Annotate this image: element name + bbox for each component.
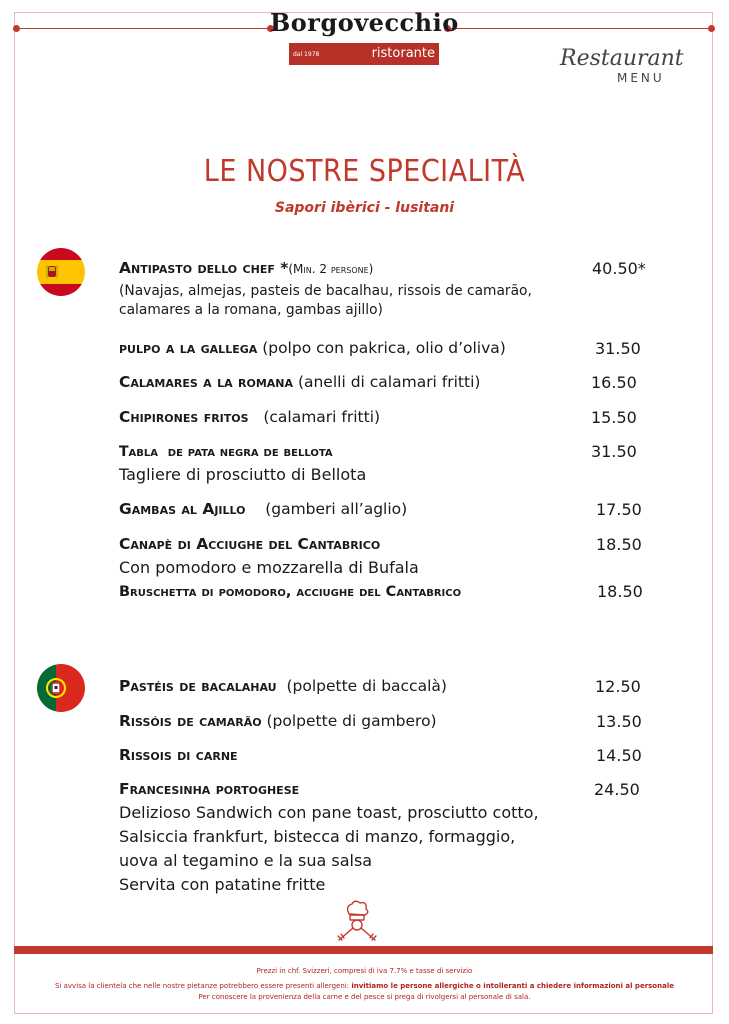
rule-dot bbox=[13, 25, 20, 32]
footer-origin-note: Per conoscere la provenienza della carne e del pesce si prega di rivolgersi al personale di sala. bbox=[198, 993, 531, 1001]
item-price: 31.50 bbox=[591, 442, 637, 461]
item-detail: (anelli di calamari fritti) bbox=[293, 373, 481, 391]
item-name: Canapè di Acciughe del Cantabrico bbox=[119, 535, 381, 553]
item-name: Rissóis de camarão bbox=[119, 712, 262, 730]
chef-hat-icon bbox=[335, 898, 379, 948]
menu-item-antipasto bbox=[119, 259, 373, 277]
item-detail: (calamari fritti) bbox=[248, 408, 381, 426]
item-name: pulpo a la gallega bbox=[119, 339, 258, 357]
item-note: (Min. 2 persone) bbox=[288, 262, 374, 276]
item-name: Calamares a la romana bbox=[119, 373, 294, 391]
item-name: Tabla de pata negra de bellota bbox=[119, 444, 333, 460]
brand-subtitle: ristorante bbox=[371, 46, 435, 61]
menu-item-bruschetta bbox=[119, 582, 461, 600]
item-description: (Navajas, almejas, pasteis de bacalhau, rissois de camarão, bbox=[119, 283, 532, 299]
page-title: LE NOSTRE SPECIALITÀ bbox=[203, 154, 526, 189]
menu-label: MENU bbox=[617, 71, 665, 85]
spain-flag-icon bbox=[37, 248, 85, 296]
item-description: calamares a la romana, gambas ajillo) bbox=[119, 302, 383, 318]
footer-allergen-text: Si avvisa la clientela che nelle nostre pietanze potrebbero essere presenti allergeni: bbox=[55, 982, 352, 990]
item-name: Francesinha portoghese bbox=[119, 780, 300, 798]
menu-item-gambas bbox=[119, 500, 407, 518]
item-price: 18.50 bbox=[596, 535, 642, 554]
brand-since: dal 1978 bbox=[293, 51, 320, 58]
menu-item-tabla bbox=[119, 442, 333, 460]
item-name: Gambas al Ajillo bbox=[119, 500, 246, 518]
menu-item-canape bbox=[119, 535, 380, 553]
item-description: Delizioso Sandwich con pane toast, prosciutto cotto, bbox=[119, 803, 539, 822]
item-price: 13.50 bbox=[596, 712, 642, 731]
item-price: 12.50 bbox=[595, 677, 641, 696]
footer-bar bbox=[14, 946, 713, 954]
header-rule-right bbox=[448, 28, 710, 29]
item-price: 17.50 bbox=[596, 500, 642, 519]
item-detail: (polpo con pakrica, olio d’oliva) bbox=[257, 339, 506, 357]
footer-prices-note: Prezzi in chf. Svizzeri, compresi di iva 7.7% e tasse di servizio bbox=[256, 967, 473, 975]
brand-band bbox=[289, 43, 439, 65]
menu-item-rissois-camarao bbox=[119, 712, 437, 730]
item-description: uova al tegamino e la sua salsa bbox=[119, 851, 373, 870]
item-description: Servita con patatine fritte bbox=[119, 875, 326, 894]
item-name: Rissois di carne bbox=[119, 746, 238, 764]
item-name: Bruschetta di pomodoro, acciughe del Cantabrico bbox=[119, 584, 462, 600]
menu-item-rissois-carne bbox=[119, 746, 238, 764]
item-name: Antipasto dello chef * bbox=[119, 259, 289, 277]
item-description: Con pomodoro e mozzarella di Bufala bbox=[119, 558, 419, 577]
menu-item-chipirones bbox=[119, 408, 380, 426]
page-subtitle: Sapori ibèrici - lusitani bbox=[274, 200, 455, 216]
menu-item-pulpo bbox=[119, 339, 506, 357]
portugal-flag-icon bbox=[37, 664, 85, 712]
item-price: 24.50 bbox=[594, 780, 640, 799]
rule-dot bbox=[708, 25, 715, 32]
item-price: 16.50 bbox=[591, 373, 637, 392]
item-name: Pastéis de bacalahau bbox=[119, 677, 277, 695]
item-name: Chipirones fritos bbox=[119, 408, 249, 426]
item-price: 40.50* bbox=[592, 259, 646, 278]
item-description: Salsiccia frankfurt, bistecca di manzo, formaggio, bbox=[119, 827, 516, 846]
item-description: Tagliere di prosciutto di Bellota bbox=[119, 465, 367, 484]
item-price: 31.50 bbox=[595, 339, 641, 358]
item-detail: (polpette di gambero) bbox=[261, 712, 437, 730]
item-price: 15.50 bbox=[591, 408, 637, 427]
brand-logo: Borgovecchio bbox=[270, 8, 459, 37]
item-detail: (polpette di baccalà) bbox=[276, 677, 447, 695]
footer-allergen-bold: invitiamo le persone allergiche o intolleranti a chiedere informazioni al personale bbox=[351, 982, 674, 990]
menu-item-pasteis bbox=[119, 677, 447, 695]
item-detail: (gamberi all’aglio) bbox=[245, 500, 408, 518]
restaurant-script: Restaurant bbox=[560, 46, 684, 71]
item-price: 14.50 bbox=[596, 746, 642, 765]
menu-item-francesinha bbox=[119, 780, 299, 798]
item-price: 18.50 bbox=[597, 582, 643, 601]
header-rule-left bbox=[16, 28, 271, 29]
menu-item-calamares bbox=[119, 373, 480, 391]
footer-allergen-note bbox=[0, 982, 729, 990]
